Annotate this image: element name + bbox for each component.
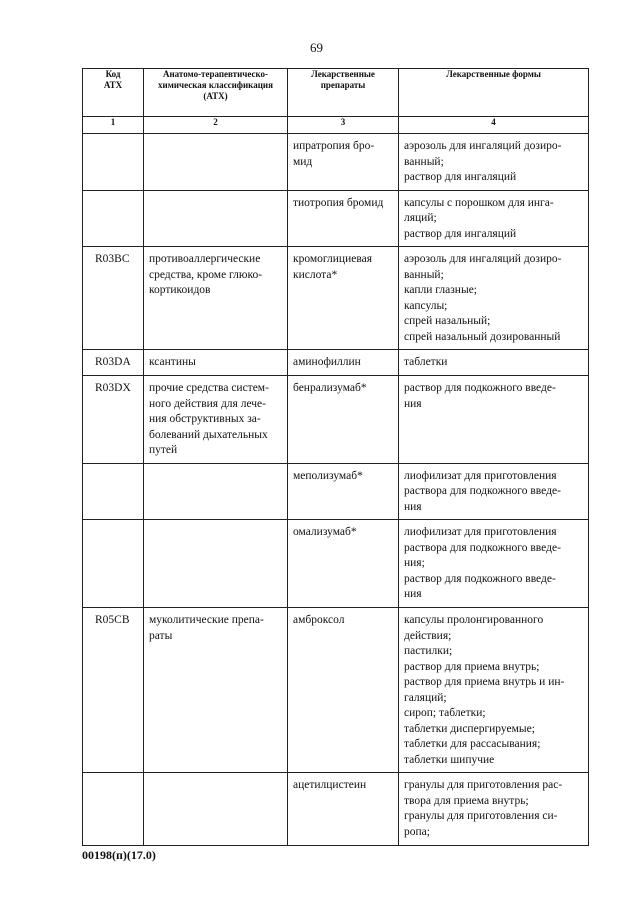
atx-drug-table xyxy=(82,68,589,846)
drug-cell-text: меполизумаб* xyxy=(293,469,363,482)
footer-code: 00198(п)(17.0) xyxy=(82,848,156,862)
column-number: 3 xyxy=(288,117,399,134)
table-row xyxy=(83,608,589,773)
forms-cell-text: лиофилизат для приготовления раствора для подкожного введе- ния; раствор для подкожного введе- ния xyxy=(404,526,561,600)
classification-cell-text xyxy=(144,191,287,200)
classification-cell-text xyxy=(144,520,287,529)
atx-code-cell xyxy=(83,134,144,191)
classification-cell-text xyxy=(144,773,287,782)
forms-cell xyxy=(399,773,589,846)
classification-cell xyxy=(144,247,288,350)
atx-code-cell xyxy=(83,376,144,464)
classification-cell xyxy=(144,608,288,773)
atx-code-cell xyxy=(83,520,144,608)
atx-code-cell-text xyxy=(83,773,143,782)
atx-code-cell xyxy=(83,247,144,350)
drug-cell xyxy=(288,190,399,247)
forms-cell xyxy=(399,376,589,464)
forms-cell-text: аэрозоль для ингаляций дозиро- ванный; раствор для ингаляций xyxy=(404,140,562,183)
forms-cell xyxy=(399,247,589,350)
forms-cell xyxy=(399,463,589,520)
atx-code-cell-text: R03DA xyxy=(95,356,131,368)
forms-cell-text: раствор для подкожного введе- ния xyxy=(404,382,556,410)
drug-cell xyxy=(288,376,399,464)
drug-cell xyxy=(288,463,399,520)
header-classification: Анатомо-терапевтическо- химическая классификация (АТХ) xyxy=(144,69,288,117)
header-drugs: Лекарственные препараты xyxy=(288,69,399,117)
forms-cell-text: таблетки xyxy=(404,356,448,368)
classification-cell xyxy=(144,520,288,608)
column-number: 4 xyxy=(399,117,589,134)
table-row xyxy=(83,134,589,191)
forms-cell xyxy=(399,134,589,191)
table-row xyxy=(83,773,589,846)
forms-cell-text: капсулы пролонгированного действия; пастилки; раствор для приема внутрь; раствор для приема внутрь и ин- галяций; сироп; таблетки; таблетки диспергируемые; таблетки для рассасывания; таблетки шипучие xyxy=(404,614,565,766)
drug-cell-text: ипратропия бро- мид xyxy=(293,140,375,168)
table-row xyxy=(83,247,589,350)
classification-cell-text: ксантины xyxy=(149,356,196,368)
atx-code-cell xyxy=(83,608,144,773)
drug-cell-text: амброксол xyxy=(293,614,345,626)
drug-cell-text: омализумаб* xyxy=(293,526,357,538)
atx-code-cell xyxy=(83,463,144,520)
forms-cell xyxy=(399,608,589,773)
table-row xyxy=(83,190,589,247)
atx-code-cell xyxy=(83,190,144,247)
classification-cell-text xyxy=(144,134,287,143)
forms-cell-text: гранулы для приготовления рас- твора для приема внутрь; гранулы для приготовления си- ропа; xyxy=(404,779,563,838)
classification-cell xyxy=(144,350,288,376)
drug-cell xyxy=(288,247,399,350)
classification-cell xyxy=(144,773,288,846)
classification-cell xyxy=(144,190,288,247)
classification-cell xyxy=(144,376,288,464)
atx-code-cell-text: R03BC xyxy=(95,253,130,265)
forms-cell xyxy=(399,190,589,247)
table-row xyxy=(83,463,589,520)
drug-cell xyxy=(288,773,399,846)
drug-cell xyxy=(288,520,399,608)
atx-code-cell-text: R03DX xyxy=(95,382,131,394)
drug-cell xyxy=(288,350,399,376)
drug-cell-text: бенрализумаб* xyxy=(293,382,367,394)
forms-cell xyxy=(399,520,589,608)
table-row xyxy=(83,376,589,464)
header-code: Код АТХ xyxy=(83,69,144,117)
classification-cell-text: прочие средства систем- ного действия для лече- ния обструктивных за- болеваний дыхательных путей xyxy=(149,382,269,456)
forms-cell-text: лиофилизат для приготовления раствора для подкожного введе- ния xyxy=(404,469,561,513)
table-row xyxy=(83,520,589,608)
classification-cell xyxy=(144,463,288,520)
atx-code-cell-text xyxy=(83,134,143,143)
drug-cell-text: тиотропия бромид xyxy=(293,196,384,209)
classification-cell-text: противоаллергические средства, кроме глюко- кортикоидов xyxy=(149,253,263,296)
atx-code-cell xyxy=(83,350,144,376)
drug-cell-text: аминофиллин xyxy=(293,356,361,368)
column-number-row xyxy=(83,117,589,134)
atx-code-cell-text xyxy=(83,464,143,473)
header-forms: Лекарственные формы xyxy=(399,69,589,117)
forms-cell-text: аэрозоль для ингаляций дозиро- ванный; капли глазные; капсулы; спрей назальный; спрей назальный дозированный xyxy=(404,253,562,343)
classification-cell xyxy=(144,134,288,191)
page-number: 69 xyxy=(310,40,323,55)
table-row xyxy=(83,350,589,376)
forms-cell-text: капсулы с порошком для инга- ляций; раствор для ингаляций xyxy=(404,196,554,240)
drug-cell xyxy=(288,134,399,191)
atx-code-cell xyxy=(83,773,144,846)
atx-code-cell-text: R05CB xyxy=(95,614,130,626)
classification-cell-text xyxy=(144,464,287,473)
header-row xyxy=(83,69,589,117)
column-number: 2 xyxy=(144,117,288,134)
atx-code-cell-text xyxy=(83,520,143,529)
drug-cell-text: ацетилцистеин xyxy=(293,779,367,791)
drug-cell-text: кромоглициевая кислота* xyxy=(293,253,373,281)
column-number: 1 xyxy=(83,117,144,134)
classification-cell-text: муколитические препа- раты xyxy=(149,614,264,642)
atx-code-cell-text xyxy=(83,191,143,200)
forms-cell xyxy=(399,350,589,376)
drug-cell xyxy=(288,608,399,773)
